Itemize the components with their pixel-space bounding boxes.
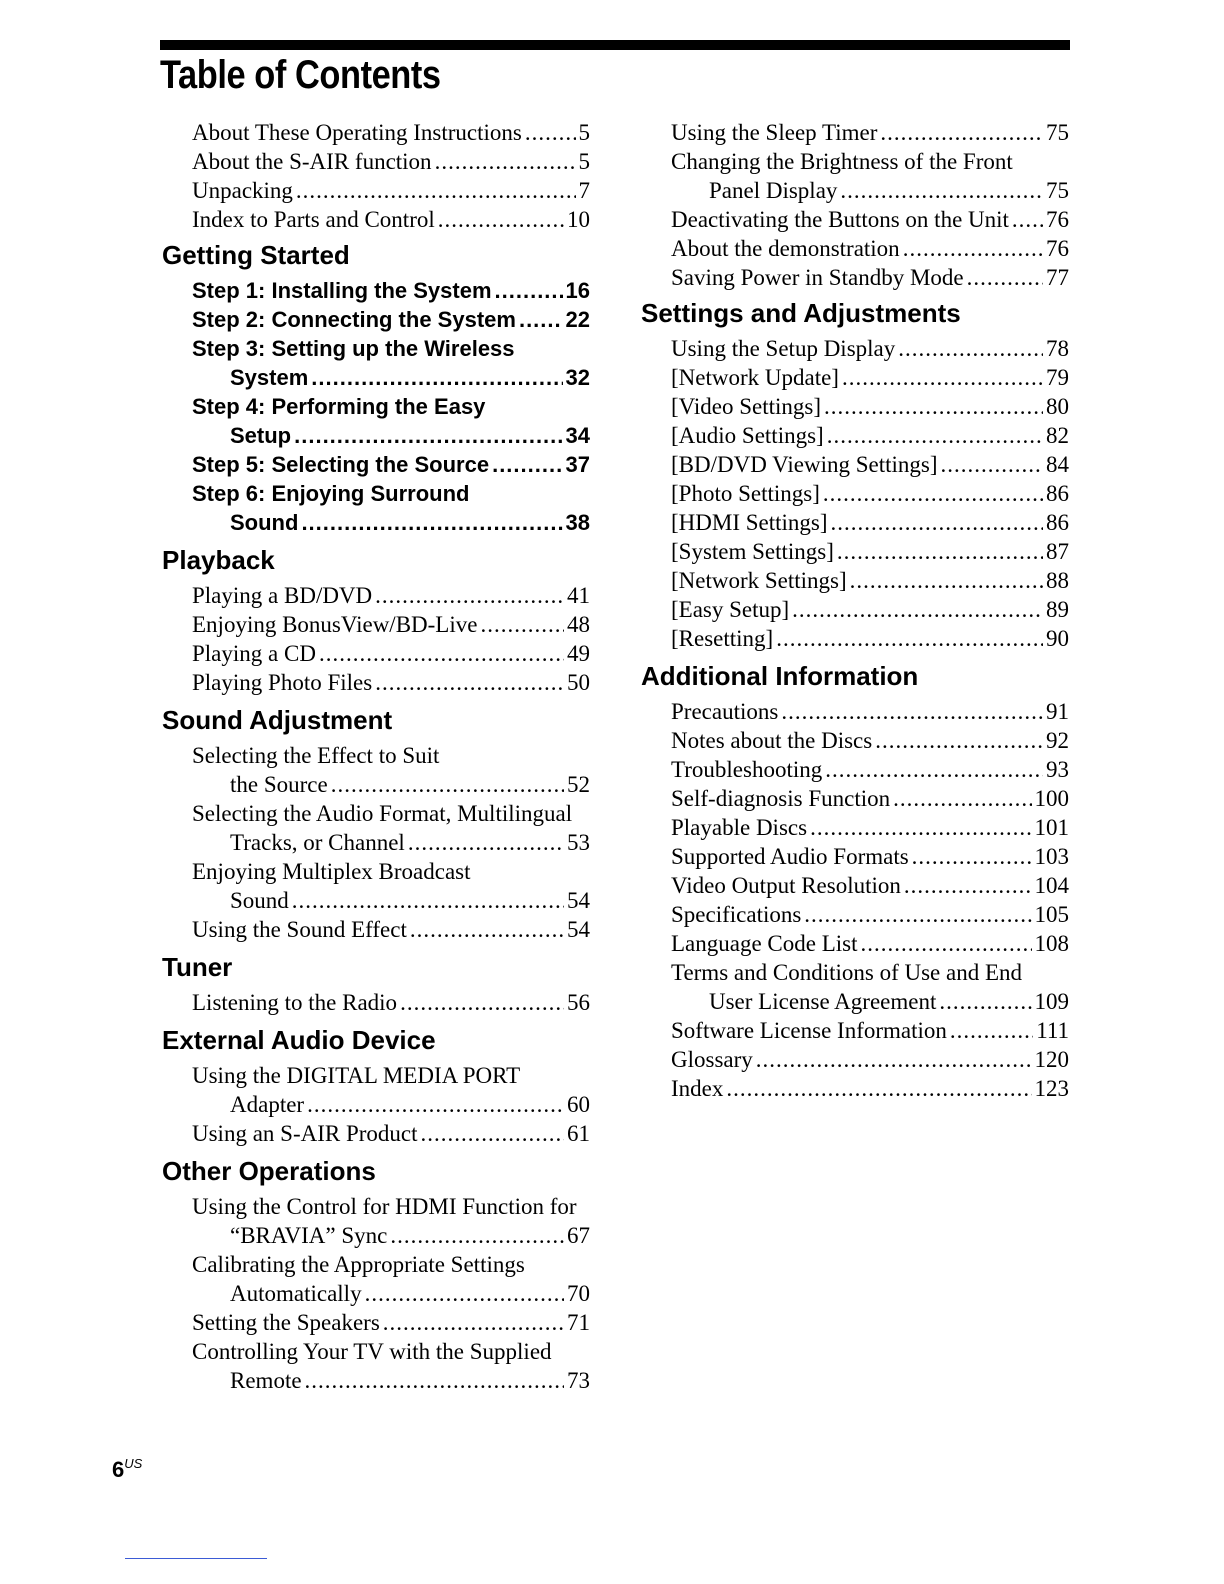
toc-entry[interactable]: Sound ..... 38 <box>230 508 590 537</box>
bottom-rule <box>125 1558 267 1559</box>
section-heading: Additional Information <box>641 661 919 691</box>
toc-entry[interactable]: Language Code List ..... 108 <box>671 929 1069 958</box>
section-playback <box>162 545 590 697</box>
toc-entry[interactable]: [Network Update] ..... 79 <box>671 363 1069 392</box>
toc-entry-line[interactable]: Selecting the Audio Format, Multilingual <box>192 801 573 826</box>
toc-entry[interactable]: About the demonstration ..... 76 <box>671 234 1069 263</box>
toc-entry[interactable]: the Source ..... 52 <box>230 770 590 799</box>
section-heading: Tuner <box>162 952 233 982</box>
toc-entry-line[interactable]: Calibrating the Appropriate Settings <box>192 1252 525 1277</box>
toc-entry[interactable]: Troubleshooting ..... 93 <box>671 755 1069 784</box>
toc-entry[interactable]: Playing Photo Files ..... 50 <box>192 668 590 697</box>
toc-entry[interactable]: [BD/DVD Viewing Settings] ..... 84 <box>671 450 1069 479</box>
section-tuner <box>162 952 590 1017</box>
page-number: $6^{US}$ <box>112 1456 143 1482</box>
toc-entry[interactable]: About These Operating Instructions ..... 5 <box>192 118 590 147</box>
toc-entry[interactable]: Automatically ..... 70 <box>230 1279 590 1308</box>
section-heading: Getting Started <box>162 240 350 270</box>
toc-entry-line[interactable]: Using the Control for HDMI Function for <box>192 1194 577 1219</box>
toc-entry-line[interactable]: Changing the Brightness of the Front <box>671 149 1013 174</box>
toc-entry[interactable]: System ..... 32 <box>230 363 590 392</box>
toc-entry[interactable]: Step 1: Installing the System ..... 16 <box>192 276 590 305</box>
toc-entry[interactable]: Step 2: Connecting the System ..... 22 <box>192 305 590 334</box>
section-settings-adjustments <box>641 298 1069 653</box>
toc-entry[interactable]: Step 5: Selecting the Source ..... 37 <box>192 450 590 479</box>
toc-entry[interactable]: [Video Settings] ..... 80 <box>671 392 1069 421</box>
toc-entry[interactable]: Saving Power in Standby Mode ..... 77 <box>671 263 1069 292</box>
toc-entry-line[interactable]: Step 3: Setting up the Wireless <box>192 336 515 361</box>
toc-entry[interactable]: Unpacking ..... 7 <box>192 176 590 205</box>
toc-entry[interactable]: Using the Sleep Timer ..... 75 <box>671 118 1069 147</box>
toc-intro-list <box>162 118 590 234</box>
toc-entry[interactable]: Using the Setup Display ..... 78 <box>671 334 1069 363</box>
toc-entry[interactable]: Index ..... 123 <box>671 1074 1069 1103</box>
toc-continued-list <box>641 118 1069 292</box>
toc-entry[interactable]: Supported Audio Formats ..... 103 <box>671 842 1069 871</box>
toc-entry[interactable]: Sound ..... 54 <box>230 886 590 915</box>
toc-entry-line[interactable]: Terms and Conditions of Use and End <box>671 960 1023 985</box>
toc-entry-line[interactable]: Controlling Your TV with the Supplied <box>192 1339 552 1364</box>
toc-entry[interactable]: Playing a CD ..... 49 <box>192 639 590 668</box>
toc-entry[interactable]: Self-diagnosis Function ..... 100 <box>671 784 1069 813</box>
section-sound-adjustment <box>162 705 590 944</box>
section-external-audio <box>162 1025 590 1148</box>
toc-entry[interactable]: Deactivating the Buttons on the Unit ..... 76 <box>671 205 1069 234</box>
section-heading: Other Operations <box>162 1156 376 1186</box>
toc-entry[interactable]: [Resetting] ..... 90 <box>671 624 1069 653</box>
toc-entry[interactable]: [HDMI Settings] ..... 86 <box>671 508 1069 537</box>
toc-entry[interactable]: “BRAVIA” Sync ..... 67 <box>230 1221 590 1250</box>
section-getting-started <box>162 240 590 537</box>
toc-entry[interactable]: About the S-AIR function ..... 5 <box>192 147 590 176</box>
toc-entry[interactable]: Playing a BD/DVD ..... 41 <box>192 581 590 610</box>
section-heading: External Audio Device <box>162 1025 436 1055</box>
top-rule <box>160 40 1070 50</box>
toc-entry[interactable]: [Audio Settings] ..... 82 <box>671 421 1069 450</box>
section-heading: Settings and Adjustments <box>641 298 961 328</box>
toc-entry[interactable]: Specifications ..... 105 <box>671 900 1069 929</box>
toc-entry[interactable]: Playable Discs ..... 101 <box>671 813 1069 842</box>
toc-entry[interactable]: [Photo Settings] ..... 86 <box>671 479 1069 508</box>
section-heading: Playback <box>162 545 275 575</box>
toc-entry[interactable]: Setting the Speakers ..... 71 <box>192 1308 590 1337</box>
toc-entry-line[interactable]: Using the DIGITAL MEDIA PORT <box>192 1063 521 1088</box>
toc-entry[interactable]: [Easy Setup] ..... 89 <box>671 595 1069 624</box>
toc-entry[interactable]: Using the Sound Effect ..... 54 <box>192 915 590 944</box>
toc-entry[interactable]: Notes about the Discs ..... 92 <box>671 726 1069 755</box>
toc-entry[interactable]: [System Settings] ..... 87 <box>671 537 1069 566</box>
toc-right-column <box>641 118 1069 1111</box>
section-other-operations <box>162 1156 590 1395</box>
toc-entry[interactable]: Remote ..... 73 <box>230 1366 590 1395</box>
toc-entry[interactable]: Software License Information ..... 111 <box>671 1016 1069 1045</box>
toc-entry[interactable]: Index to Parts and Control ..... 10 <box>192 205 590 234</box>
toc-entry[interactable]: Listening to the Radio ..... 56 <box>192 988 590 1017</box>
toc-entry[interactable]: User License Agreement ..... 109 <box>709 987 1069 1016</box>
toc-entry[interactable]: Enjoying BonusView/BD-Live ..... 48 <box>192 610 590 639</box>
toc-entry-line[interactable]: Step 4: Performing the Easy <box>192 394 486 419</box>
toc-entry-line[interactable]: Selecting the Effect to Suit <box>192 743 440 768</box>
section-heading: Sound Adjustment <box>162 705 393 735</box>
toc-left-column <box>162 118 590 1403</box>
toc-entry-line[interactable]: Enjoying Multiplex Broadcast <box>192 859 471 884</box>
toc-entry[interactable]: Video Output Resolution ..... 104 <box>671 871 1069 900</box>
toc-entry-line[interactable]: Step 6: Enjoying Surround <box>192 481 470 506</box>
toc-entry[interactable]: Using an S-AIR Product ..... 61 <box>192 1119 590 1148</box>
toc-entry[interactable]: Glossary ..... 120 <box>671 1045 1069 1074</box>
toc-entry[interactable]: Precautions ..... 91 <box>671 697 1069 726</box>
page-title: Table of Contents <box>160 53 441 97</box>
section-additional-information <box>641 661 1069 1103</box>
toc-entry[interactable]: Setup ..... 34 <box>230 421 590 450</box>
toc-entry[interactable]: [Network Settings] ..... 88 <box>671 566 1069 595</box>
toc-entry[interactable]: Panel Display ..... 75 <box>709 176 1069 205</box>
toc-entry[interactable]: Adapter ..... 60 <box>230 1090 590 1119</box>
toc-entry[interactable]: Tracks, or Channel ..... 53 <box>230 828 590 857</box>
